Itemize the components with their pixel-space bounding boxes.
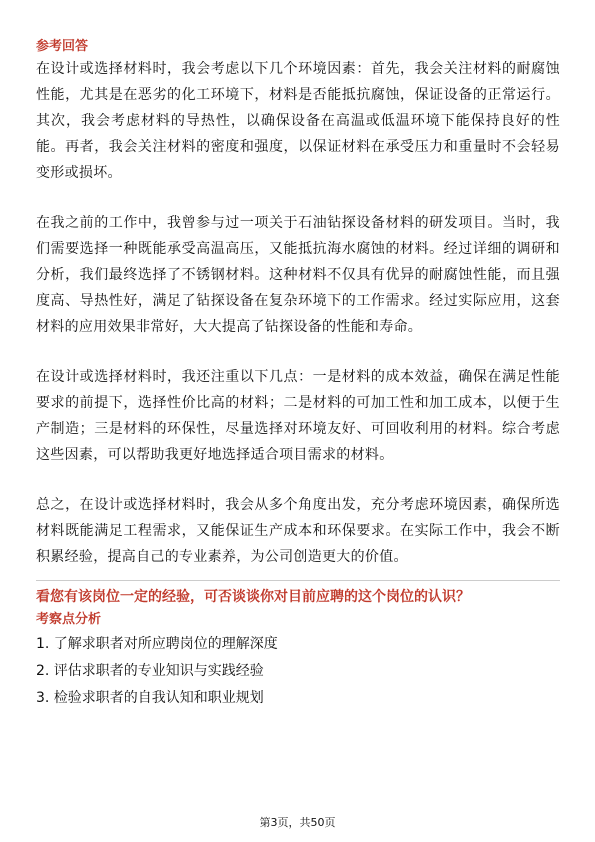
page-content <box>36 38 560 712</box>
answer-heading: 参考回答 <box>36 39 89 54</box>
answer-paragraph-3: 在设计或选择材料时，我还注重以下几点：一是材料的成本效益，确保在满足性能要求的前提下，选择性价比高的材料；二是材料的可加工性和加工成本，以便于生产制造；三是材料的环保性，尽量选择对环境友好、可回收利用的材料。综合考虑这些因素，可以帮助我更好地选择适合项目需求的材料。 <box>36 369 560 463</box>
analysis-heading: 考察点分析 <box>36 612 102 627</box>
answer-paragraph-4: 总之，在设计或选择材料时，我会从多个角度出发，充分考虑环境因素，确保所选材料既能满足工程需求，又能保证生产成本和环保要求。在实际工作中，我会不断积累经验，提高自己的专业素养，为公司创造更大的价值。 <box>36 497 560 565</box>
list-item: 3. 检验求职者的自我认知和职业规划 <box>36 690 264 706</box>
list-item: 2. 评估求职者的专业知识与实践经验 <box>36 663 264 679</box>
page-footer: 第3页，共50页 <box>259 816 336 829</box>
section-divider <box>36 580 560 581</box>
answer-paragraph-1: 在设计或选择材料时，我会考虑以下几个环境因素：首先，我会关注材料的耐腐蚀性能，尤其是在恶劣的化工环境下，材料是否能抵抗腐蚀，保证设备的正常运行。其次，我会考虑材料的导热性，以确保设备在高温或低温环境下能保持良好的性能。再者，我会关注材料的密度和强度，以保证材料在承受压力和重量时不会轻易变形或损坏。 <box>36 61 560 181</box>
analysis-list <box>36 631 560 712</box>
answer-paragraph-2: 在我之前的工作中，我曾参与过一项关于石油钻探设备材料的研发项目。当时，我们需要选择一种既能承受高温高压，又能抵抗海水腐蚀的材料。经过详细的调研和分析，我们最终选择了不锈钢材料。这种材料不仅具有优异的耐腐蚀性能，而且强度高、导热性好，满足了钻探设备在复杂环境下的工作需求。经过实际应用，这套材料的应用效果非常好，大大提高了钻探设备的性能和寿命。 <box>36 215 560 335</box>
list-item: 1. 了解求职者对所应聘岗位的理解深度 <box>36 636 278 652</box>
next-question: 看您有该岗位一定的经验，可否谈谈你对目前应聘的这个岗位的认识？ <box>36 589 470 605</box>
